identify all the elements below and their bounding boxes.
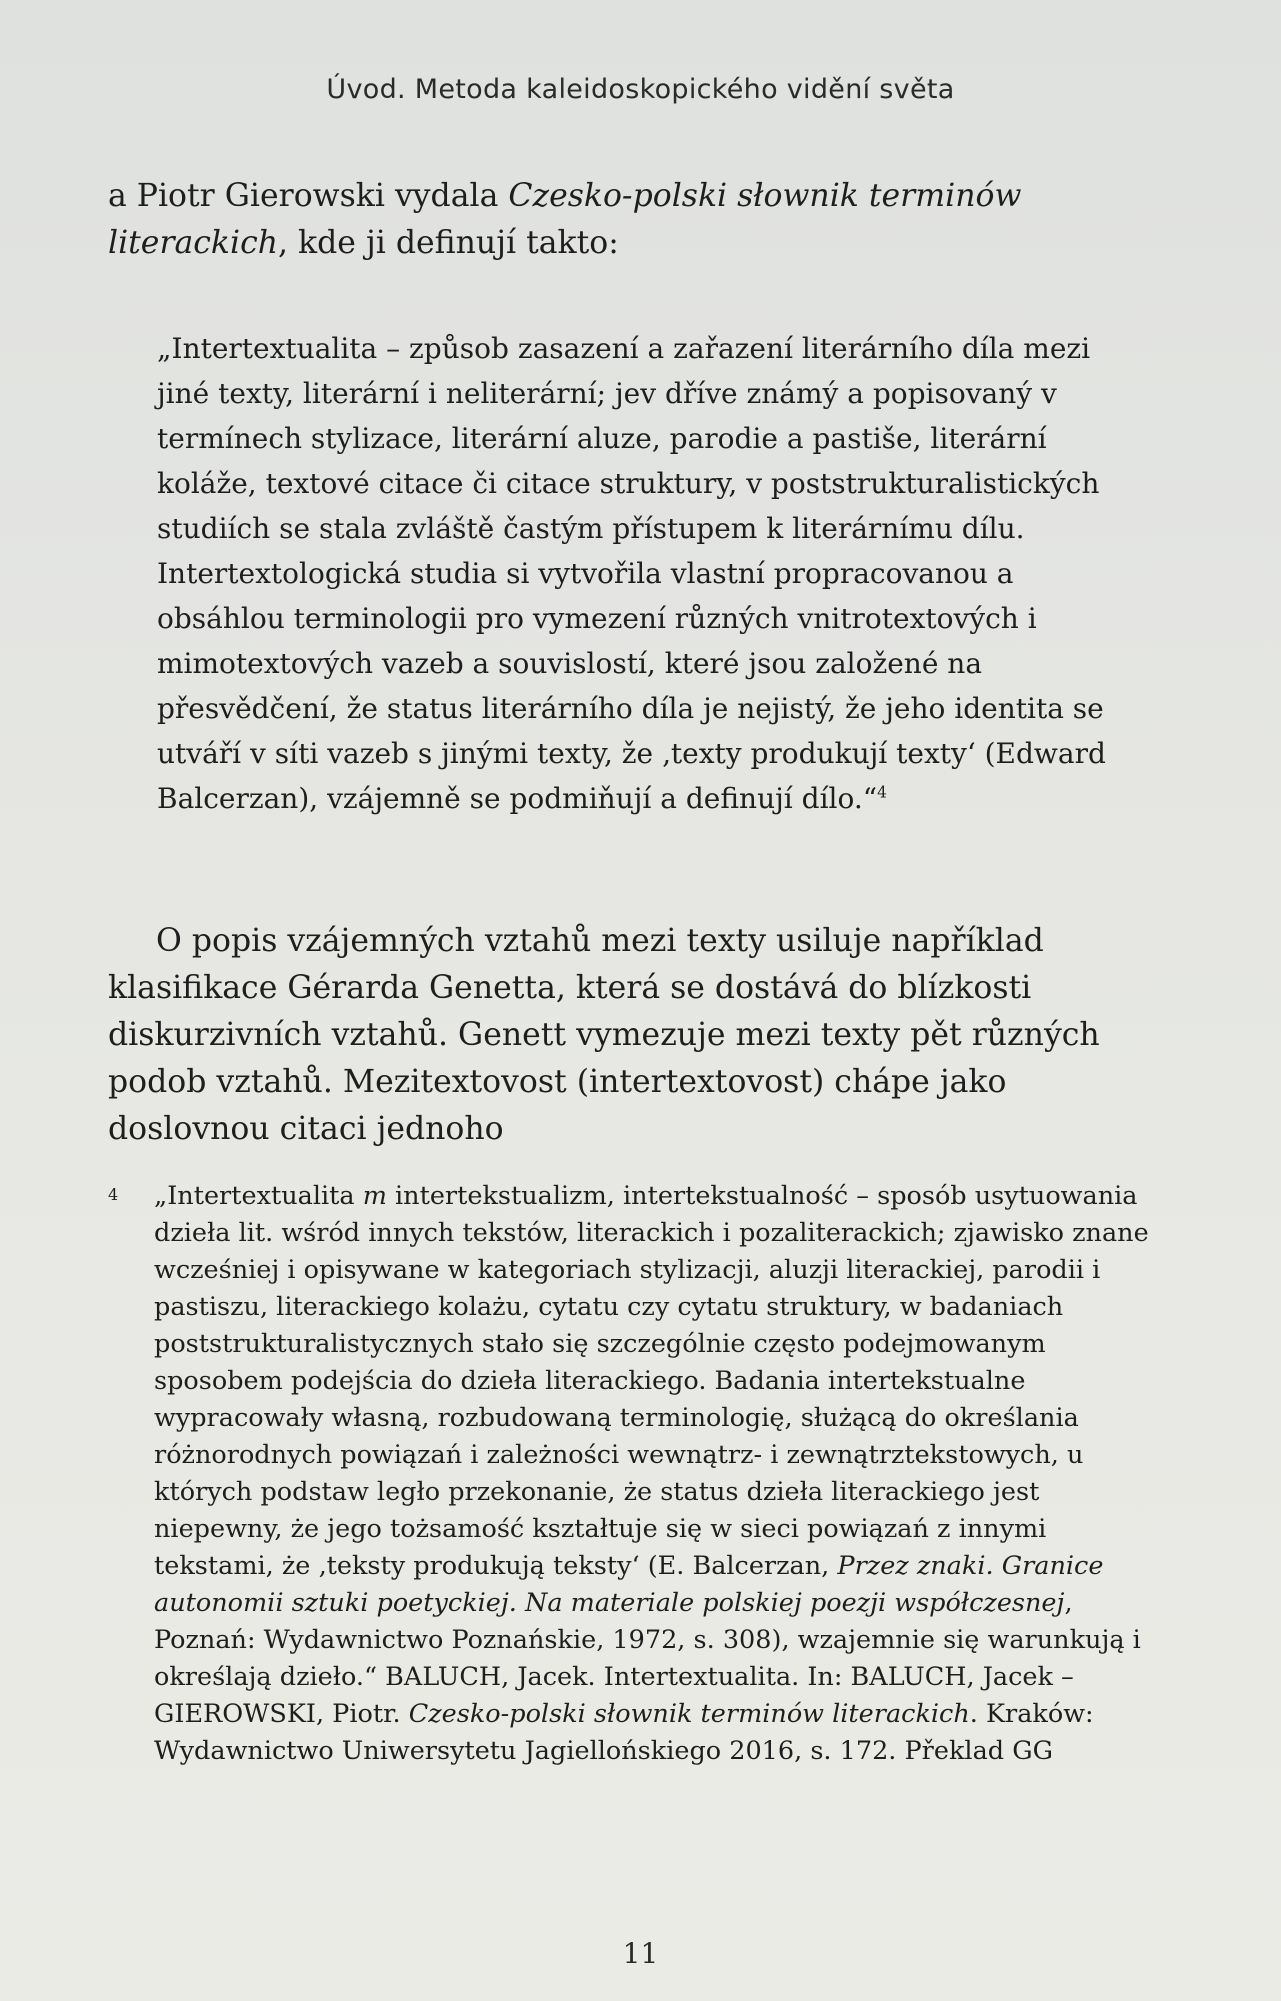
- footnote-part-3: , Poznań: Wydawnictwo Poznańskie, 1972, s. 308), wzajemnie się warunkują i określają dzieło.“ BALUCH, Jacek. Intertextualita. In: BALUCH, Jacek – GIEROWSKI, Piotr.: [154, 1588, 1141, 1729]
- quote-text: „Intertextualita – způsob zasazení a zařazení literárního díla mezi jiné texty, literární i neliterární; jev dříve známý a popisovaný v termínech stylizace, literární aluze, parodie a pastiše, literární koláže, textové citace či citace struktury, v poststrukturalistických studiích se stala zvláště častým přístupem k literárnímu dílu. Intertextologická studia si vytvořila vlastní propracovanou a obsáhlou terminologii pro vymezení různých vnitrotextových i mimotextových vazeb a souvislostí, které jsou založené na přesvědčení, že status literárního díla je nejistý, že jeho identita se utváří v síti vazeb s jinými texty, že ‚texty produkují texty‘ (Edward Balcerzan), vzájemně se podmiňují a definují dílo.“: [157, 332, 1106, 815]
- footnote-book-title: Przez znaki. Granice autonomii sztuki poetyckiej. Na materiale polskiej poezji współczesnej: [154, 1551, 1104, 1618]
- footnote-part-2: intertekstualizm, intertekstualność – sposób usytuowania dzieła lit. wśród innych tekstów, literackich i pozaliterackich; zjawisko znane wcześniej i opisywane w kategoriach stylizacji, aluzji literackiej, parodii i pastiszu, literackiego kolażu, cytatu czy cytatu struktury, w badaniach poststrukturalistycznych stało się szczególnie często podejmowanym sposobem podejścia do dzieła literackiego. Badania intertekstualne wypracowały własną, rozbudowaną terminologię, służącą do określania różnorodnych powiązań i zależności wewnątrz- i zewnątrztekstowych, u których podstaw legło przekonanie, że status dzieła literackiego jest niepewny, że jego tożsamość kształtuje się w sieci powiązań z innymi tekstami, że ‚teksty produkują teksty‘ (E. Balcerzan,: [154, 1181, 1149, 1581]
- intro-text-after: , kde ji definují takto:: [278, 225, 619, 261]
- footnote-gender: m: [362, 1181, 387, 1211]
- intro-text-before: a Piotr Gierowski vydala: [108, 178, 509, 214]
- intro-paragraph: [108, 173, 1178, 267]
- footnote-dictionary-title: Czesko-polski słownik terminów literackich: [408, 1699, 970, 1729]
- footnote-part-4: . Kraków: Wydawnictwo Uniwersytetu Jagiellońskiego 2016, s. 172. Překlad GG: [154, 1699, 1094, 1766]
- body-paragraph: O popis vzájemných vztahů mezi texty usiluje například klasifikace Gérarda Genetta, která se dostává do blízkosti diskurzivních vztahů. Genett vymezuje mezi texty pět různých podob vztahů. Mezitextovost (intertextovost) chápe jako doslovnou citaci jednoho: [108, 923, 1100, 1147]
- block-quote: [157, 326, 1122, 821]
- intro-book-title: Czesko-polski słownik terminów literackich: [108, 178, 1022, 261]
- footnote-text: [154, 1178, 1174, 1770]
- footnote-number: 4: [108, 1185, 119, 1204]
- footnote-part-1: „Intertextualita: [154, 1181, 363, 1211]
- page-number: 11: [622, 1937, 659, 1970]
- footnote-reference[interactable]: 4: [877, 783, 887, 802]
- running-head: Úvod. Metoda kaleidoskopického vidění světa: [326, 74, 955, 105]
- footnote: [108, 1178, 1178, 1770]
